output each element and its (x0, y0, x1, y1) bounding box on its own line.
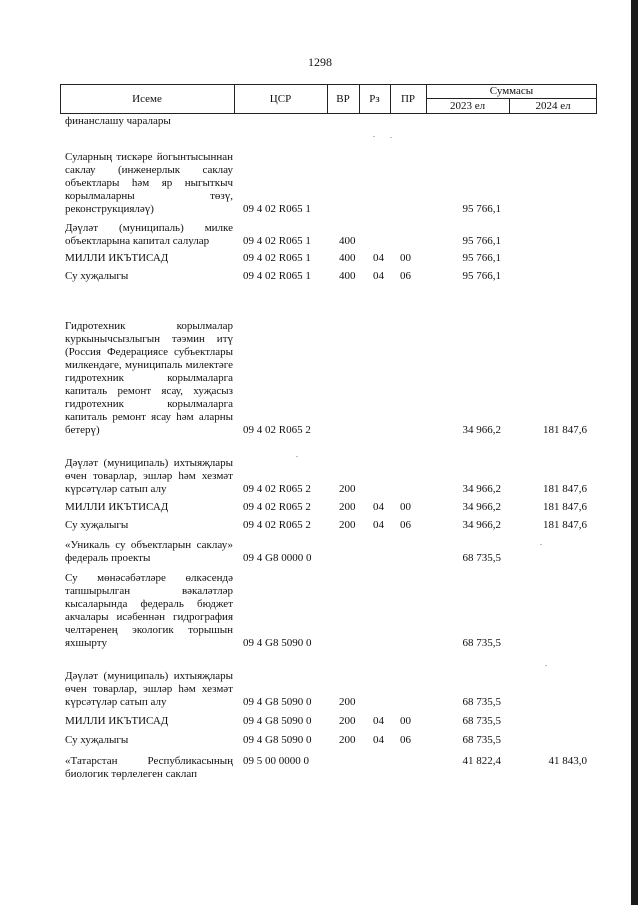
row-code: 09 4 02 R065 1 (243, 235, 311, 247)
row-rz: 04 (373, 734, 384, 746)
row-sum-2024: 181 847,6 (543, 501, 587, 513)
table-row (60, 715, 600, 728)
row-vr: 200 (339, 483, 356, 495)
row-rz: 04 (373, 715, 384, 727)
row-name: «Уникаль су объектларын саклау» федераль проекты (65, 539, 233, 564)
table-row (60, 501, 600, 514)
row-rz: 04 (373, 252, 384, 264)
row-sum-2023: 34 966,2 (462, 501, 501, 513)
table-row (60, 134, 600, 216)
row-code: 09 4 02 R065 2 (243, 501, 311, 513)
row-pr: 00 (400, 715, 411, 727)
scan-edge-shadow (631, 0, 638, 905)
row-sum-2024: 181 847,6 (543, 483, 587, 495)
row-code: 09 4 G8 0000 0 (243, 552, 312, 564)
row-name: Су мөнәсәбәтләре өлкәсендә тапшырылган вәкаләтләр кысаларында федераль бюджет акчалары исәбеннән гидрография челтәренең экологик торышын яхшырту (65, 572, 233, 649)
header-code: ЦСР (269, 93, 292, 105)
row-vr: 200 (339, 734, 356, 746)
table-row (60, 734, 600, 747)
row-sum-2023: 34 966,2 (462, 483, 501, 495)
row-sum-2023: 95 766,1 (462, 235, 501, 247)
table-row (60, 657, 600, 709)
row-rz: 04 (373, 501, 384, 513)
row-name: Су хуҗалыгы (65, 519, 129, 531)
row-vr: 400 (339, 252, 356, 264)
row-code: 09 4 G8 5090 0 (243, 637, 312, 649)
table-row (60, 222, 600, 248)
scan-speck (540, 544, 542, 545)
header-rz: Рз (369, 93, 380, 105)
row-sum-2023: 95 766,1 (462, 252, 501, 264)
row-code: 09 4 02 R065 1 (243, 252, 311, 264)
row-pr: 00 (400, 501, 411, 513)
row-name: Су хуҗалыгы (65, 270, 129, 282)
scan-speck (373, 136, 375, 137)
row-name: МИЛЛИ ИКЪТИСАД (65, 252, 169, 264)
header-name: Исеме (132, 93, 162, 105)
row-sum-2024: 181 847,6 (543, 424, 587, 436)
row-pr: 06 (400, 519, 411, 531)
row-name: МИЛЛИ ИКЪТИСАД (65, 501, 169, 513)
row-rz: 04 (373, 519, 384, 531)
header-vr: ВР (336, 93, 350, 105)
row-pr: 06 (400, 734, 411, 746)
table-row (60, 270, 600, 283)
header-pr: ПР (400, 93, 416, 105)
row-sum-2023: 95 766,1 (462, 203, 501, 215)
table-row (60, 290, 600, 437)
table-row (60, 444, 600, 496)
row-code: 09 4 G8 5090 0 (243, 715, 312, 727)
row-sum-2023: 95 766,1 (462, 270, 501, 282)
page-number: 1298 (308, 55, 332, 69)
row-pr: 00 (400, 252, 411, 264)
row-name: Суларның тискәре йогынтысыннан саклау (инженерлык саклау объектлары һәм яр ныгыткыч корылмаларны төзү, реконструкцияләү) (65, 151, 233, 215)
row-sum-2023: 68 735,5 (462, 637, 501, 649)
row-name: МИЛЛИ ИКЪТИСАД (65, 715, 169, 727)
row-sum-2023: 68 735,5 (462, 734, 501, 746)
row-code: 09 4 02 R065 2 (243, 519, 311, 531)
row-code: 09 4 02 R065 1 (243, 203, 311, 215)
row-vr: 200 (339, 696, 356, 708)
scan-speck (545, 665, 547, 666)
row-name: финанслашу чаралары (65, 115, 171, 127)
row-vr: 400 (339, 270, 356, 282)
row-sum-2023: 68 735,5 (462, 696, 501, 708)
table-row (60, 252, 600, 265)
scan-speck (296, 456, 298, 457)
row-pr: 06 (400, 270, 411, 282)
row-sum-2024: 41 843,0 (548, 755, 587, 767)
row-sum-2023: 34 966,2 (462, 424, 501, 436)
row-code: 09 4 02 R065 1 (243, 270, 311, 282)
row-vr: 200 (339, 715, 356, 727)
row-name: Дәүләт (муниципаль) милке объектларына капитал салулар (65, 222, 233, 247)
table-row (60, 539, 600, 565)
row-sum-2024: 181 847,6 (543, 519, 587, 531)
header-sum-divider (426, 98, 597, 99)
row-sum-2023: 41 822,4 (462, 755, 501, 767)
row-name: Гидротехник корылмалар куркынычсызлыгын тәэмин итү (Россия Федерациясе субъектлары милкендәге, муниципаль милектәге гидротехник корылмаларга капиталь ремонт ясау, хуҗасыз гидротехник корылмаларга капиталь ремонт ясау һәм аларны бетерү) (65, 320, 233, 436)
row-name: Дәүләт (муниципаль) ихтыяҗлары өчен товарлар, эшләр һәм хезмәт күрсәтүләр сатып алу (65, 670, 233, 708)
table-row (60, 519, 600, 532)
scan-speck (390, 137, 392, 138)
table-row (60, 755, 600, 783)
row-vr: 200 (339, 501, 356, 513)
row-code: 09 4 02 R065 2 (243, 424, 311, 436)
row-code: 09 4 G8 5090 0 (243, 696, 312, 708)
row-sum-2023: 34 966,2 (462, 519, 501, 531)
row-code: 09 4 G8 5090 0 (243, 734, 312, 746)
row-code: 09 4 02 R065 2 (243, 483, 311, 495)
header-year-2024: 2024 ел (535, 100, 571, 112)
row-sum-2023: 68 735,5 (462, 715, 501, 727)
row-rz: 04 (373, 270, 384, 282)
row-vr: 400 (339, 235, 356, 247)
header-sum: Суммасы (489, 85, 534, 97)
table-header (60, 84, 597, 114)
row-sum-2023: 68 735,5 (462, 552, 501, 564)
row-name: Дәүләт (муниципаль) ихтыяҗлары өчен товарлар, эшләр һәм хезмәт күрсәтүләр сатып алу (65, 457, 233, 495)
row-code: 09 5 00 0000 0 (243, 755, 309, 767)
table-row (60, 115, 600, 128)
row-vr: 200 (339, 519, 356, 531)
table-row (60, 572, 600, 650)
header-year-2023: 2023 ел (449, 100, 486, 112)
row-name: Су хуҗалыгы (65, 734, 129, 746)
row-name: «Татарстан Республикасының биологик төрлелеген саклап (65, 755, 233, 780)
